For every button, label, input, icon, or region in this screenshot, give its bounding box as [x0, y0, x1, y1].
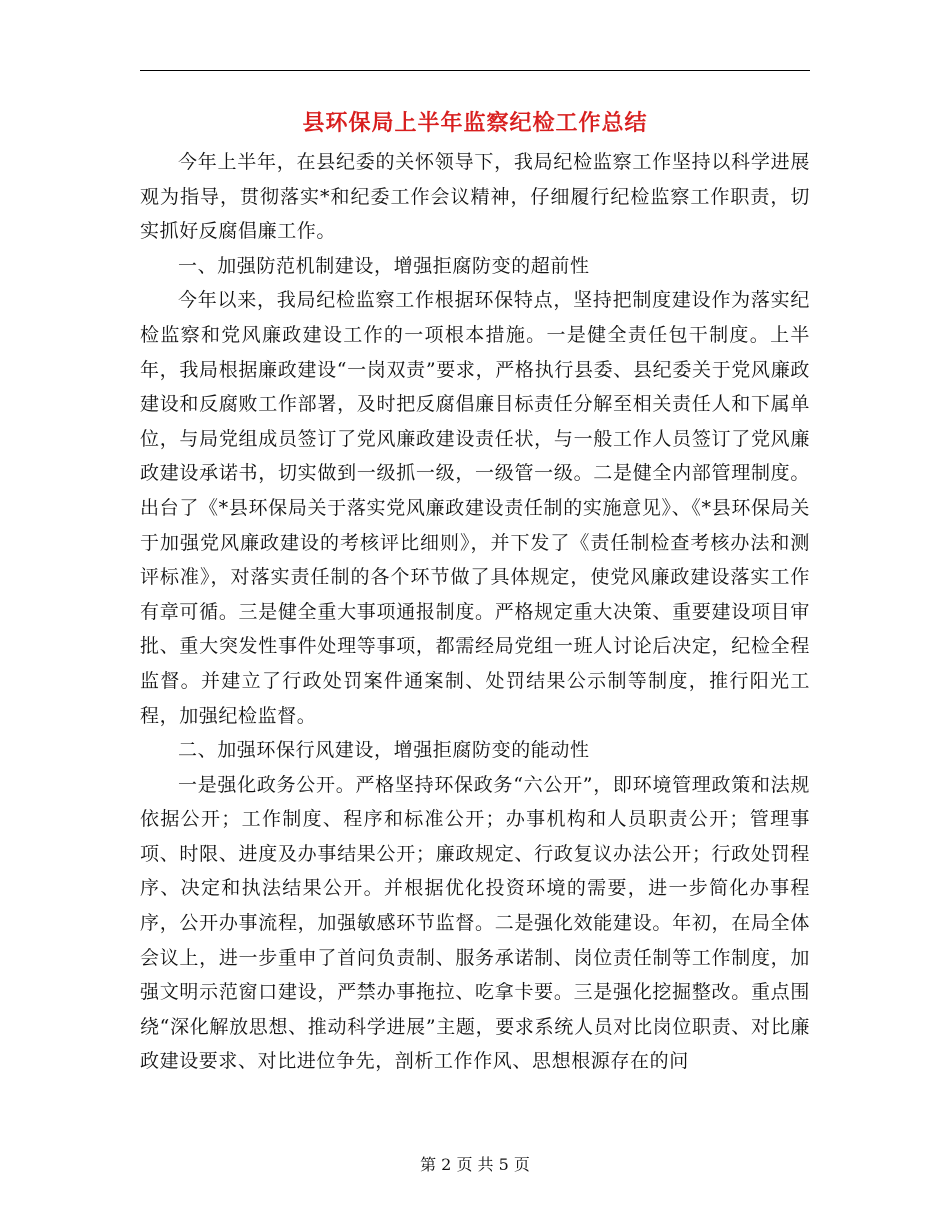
footer-prefix: 第: [420, 1155, 437, 1174]
header-rule: [140, 70, 810, 71]
paragraph-section-1: 今年以来，我局纪检监察工作根据环保特点，坚持把制度建设作为落实纪检监察和党风廉政建设工作的一项根本措施。一是健全责任包干制度。上半年，我局根据廉政建设“一岗双责”要求，严格执行县委、县纪委关于党风廉政建设和反腐败工作部署，及时把反腐倡廉目标责任分解至相关责任人和下属单位，与局党组成员签订了党风廉政建设责任状，与一般工作人员签订了党风廉政建设承诺书，切实做到一级抓一级，一级管一级。二是健全内部管理制度。出台了《*县环保局关于落实党风廉政建设责任制的实施意见》、《*县环保局关于加强党风廉政建设的考核评比细则》，并下发了《责任制检查考核办法和测评标准》，对落实责任制的各个环节做了具体规定，使党风廉政建设落实工作有章可循。三是健全重大事项通报制度。严格规定重大决策、重要建设项目审批、重大突发性事件处理等事项，都需经局党组一班人讨论后决定，纪检全程监督。并建立了行政处罚案件通案制、处罚结果公示制等制度，推行阳光工程，加强纪检监督。: [140, 289, 810, 727]
document-title: 县环保局上半年监察纪检工作总结: [302, 111, 648, 136]
paragraph-section-2: 一是强化政务公开。严格坚持环保政务“六公开”，即环境管理政策和法规依据公开；工作制度、程序和标准公开；办事机构和人员职责公开；管理事项、时限、进度及办事结果公开；廉政规定、行政复议办法公开；行政处罚程序、决定和执法结果公开。并根据优化投资环境的需要，进一步简化办事程序，公开办事流程，加强敏感环节监督。二是强化效能建设。年初，在局全体会议上，进一步重申了首问负责制、服务承诺制、岗位责任制等工作制度，加强文明示范窗口建设，严禁办事拖拉、吃拿卡要。三是强化挖掘整改。重点围绕“深化解放思想、推动科学进展”主题，要求系统人员对比岗位职责、对比廉政建设要求、对比进位争先，剖析工作作风、思想根源存在的问: [140, 773, 810, 1073]
page-footer: [0, 1152, 950, 1175]
document-body: [140, 145, 810, 1079]
footer-middle: 页 共: [456, 1155, 494, 1174]
footer-suffix: 页: [513, 1155, 530, 1174]
footer-current-page: 2: [441, 1155, 452, 1174]
section-heading-2: 二、加强环保行风建设，增强拒腐防变的能动性: [178, 739, 590, 762]
paragraph-intro: 今年上半年，在县纪委的关怀领导下，我局纪检监察工作坚持以科学进展观为指导，贯彻落实*和纪委工作会议精神，仔细履行纪检监察工作职责，切实抓好反腐倡廉工作。: [140, 151, 810, 243]
footer-total-pages: 5: [498, 1155, 509, 1174]
section-heading-1: 一、加强防范机制建设，增强拒腐防变的超前性: [178, 254, 590, 277]
